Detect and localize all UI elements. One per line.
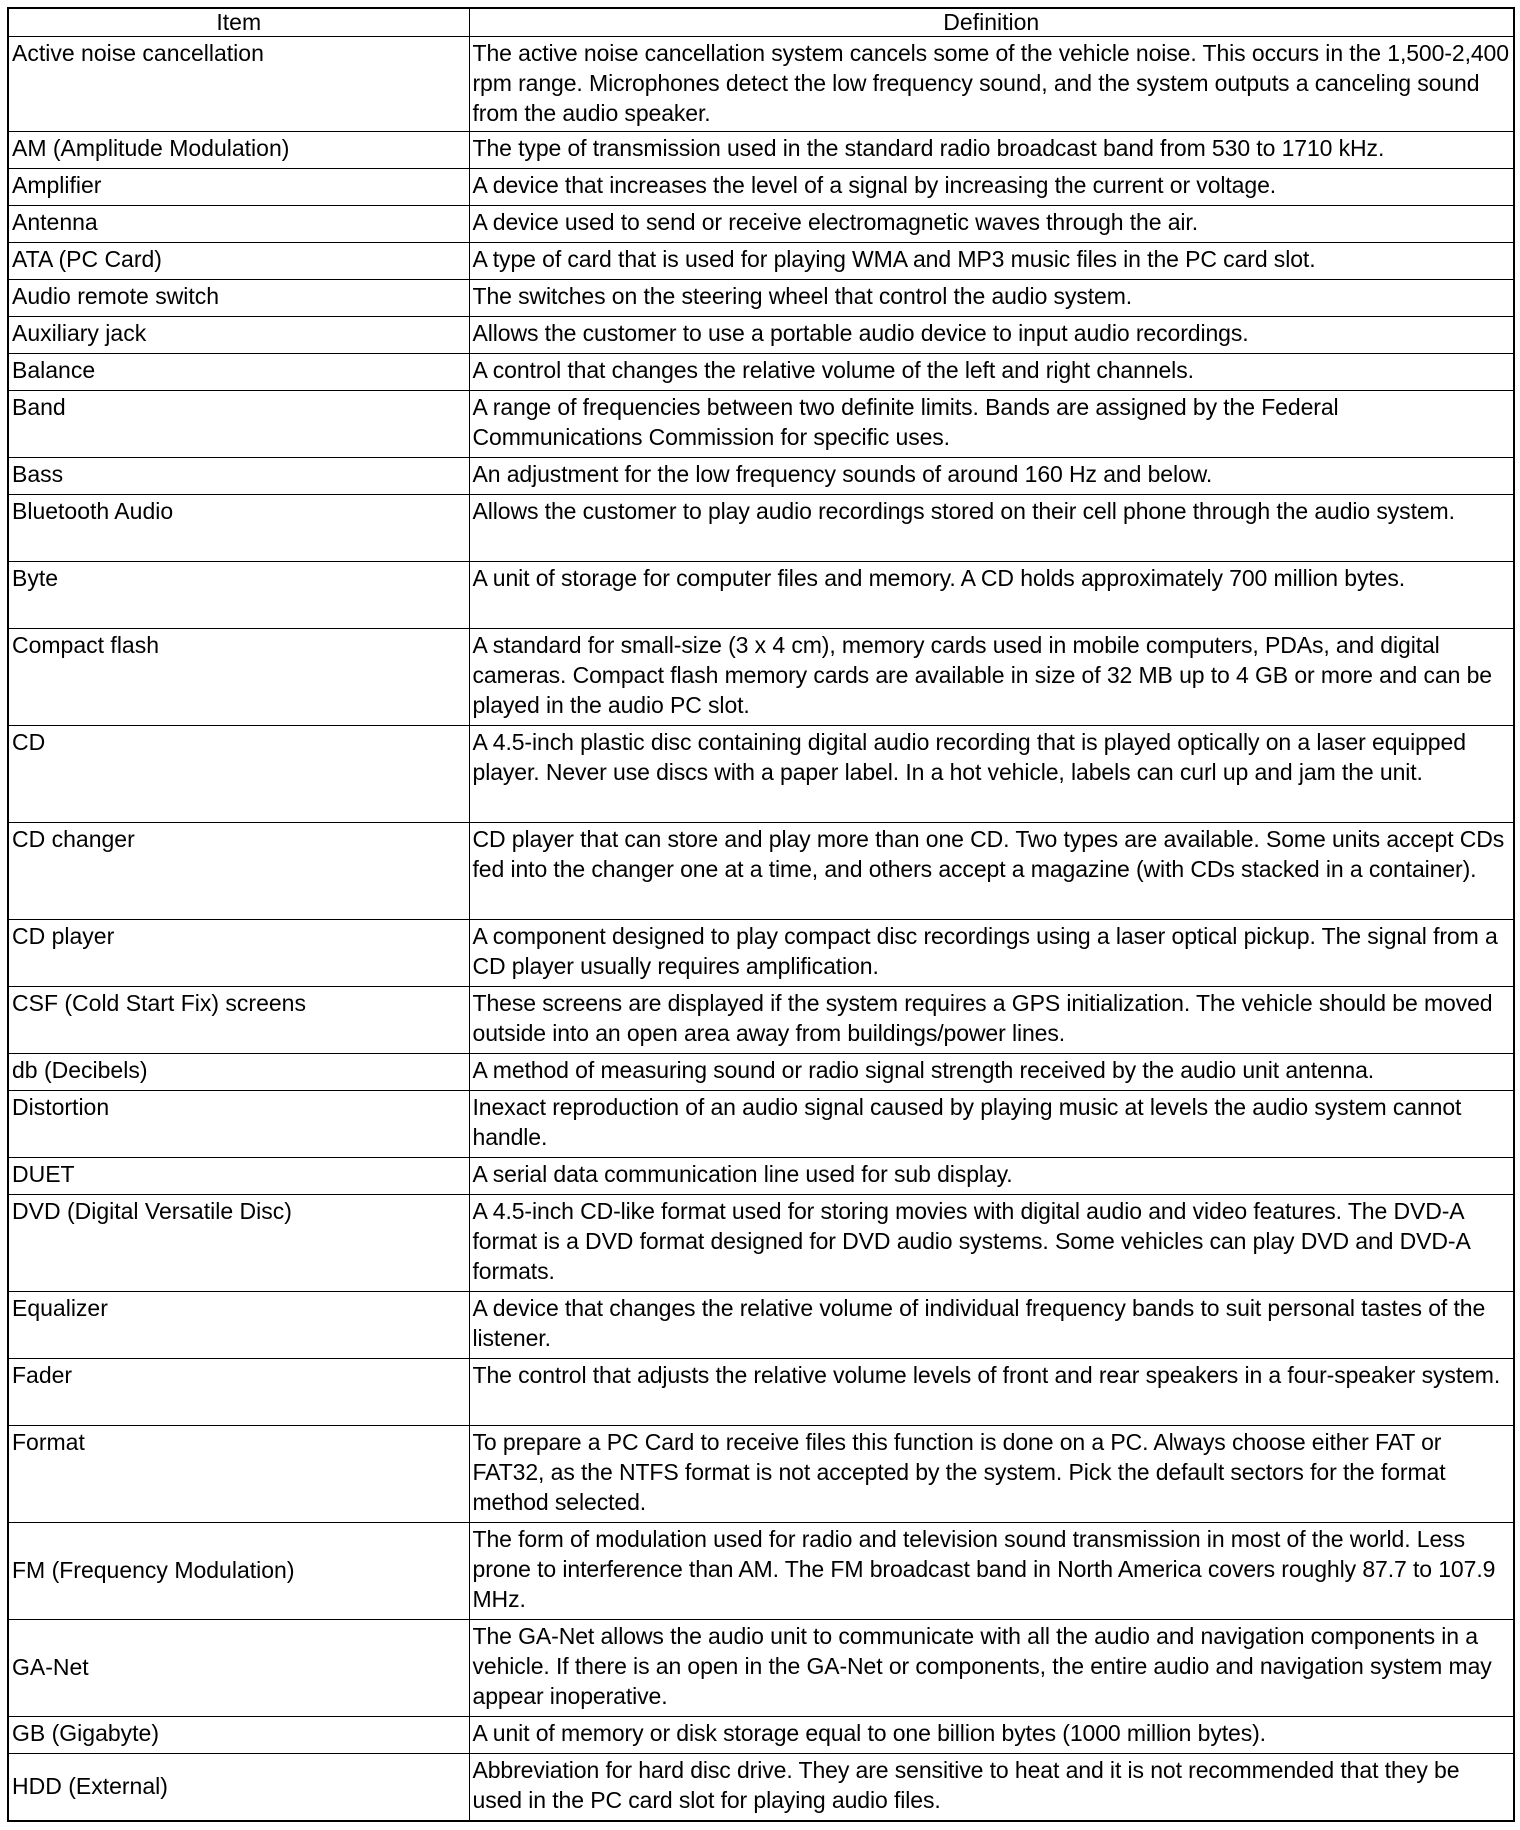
item-cell: Bluetooth Audio xyxy=(8,495,469,562)
definition-cell: A component designed to play compact disc recordings using a laser optical pickup. The signal from a CD player usually requires amplification. xyxy=(469,920,1514,987)
definition-cell: A unit of storage for computer files and memory. A CD holds approximately 700 million bytes. xyxy=(469,562,1514,629)
table-row xyxy=(8,1292,1514,1359)
table-row xyxy=(8,132,1514,169)
definition-cell: The GA-Net allows the audio unit to communicate with all the audio and navigation components in a vehicle. If there is an open in the GA-Net or components, the entire audio and navigation system may appear inoperative. xyxy=(469,1620,1514,1717)
definition-cell: Abbreviation for hard disc drive. They are sensitive to heat and it is not recommended that they be used in the PC card slot for playing audio files. xyxy=(469,1754,1514,1821)
item-cell: Format xyxy=(8,1426,469,1523)
item-cell: CSF (Cold Start Fix) screens xyxy=(8,987,469,1054)
table-row xyxy=(8,1523,1514,1620)
item-cell: CD player xyxy=(8,920,469,987)
table-row xyxy=(8,987,1514,1054)
item-cell: Active noise cancellation xyxy=(8,37,469,132)
table-row xyxy=(8,1091,1514,1158)
table-row xyxy=(8,920,1514,987)
table-row xyxy=(8,206,1514,243)
definition-cell: The switches on the steering wheel that control the audio system. xyxy=(469,280,1514,317)
item-cell: Fader xyxy=(8,1359,469,1426)
column-header-definition: Definition xyxy=(469,8,1514,37)
item-cell: AM (Amplitude Modulation) xyxy=(8,132,469,169)
table-row xyxy=(8,1158,1514,1195)
definition-cell: Inexact reproduction of an audio signal caused by playing music at levels the audio system cannot handle. xyxy=(469,1091,1514,1158)
definition-cell: The form of modulation used for radio and television sound transmission in most of the world. Less prone to interference than AM. The FM broadcast band in North America covers roughly 87.7 to 107.9 MHz. xyxy=(469,1523,1514,1620)
definition-cell: A standard for small-size (3 x 4 cm), memory cards used in mobile computers, PDAs, and digital cameras. Compact flash memory cards are available in size of 32 MB up to 4 GB or more and can be played in the audio PC slot. xyxy=(469,629,1514,726)
definition-cell: Allows the customer to use a portable audio device to input audio recordings. xyxy=(469,317,1514,354)
table-row xyxy=(8,243,1514,280)
item-cell: GA-Net xyxy=(8,1620,469,1717)
table-row xyxy=(8,1359,1514,1426)
item-cell: HDD (External) xyxy=(8,1754,469,1821)
definition-cell: The control that adjusts the relative volume levels of front and rear speakers in a four-speaker system. xyxy=(469,1359,1514,1426)
item-cell: Amplifier xyxy=(8,169,469,206)
definition-cell: Allows the customer to play audio recordings stored on their cell phone through the audio system. xyxy=(469,495,1514,562)
table-row xyxy=(8,458,1514,495)
item-cell: Equalizer xyxy=(8,1292,469,1359)
glossary-page xyxy=(7,7,1513,1822)
table-row xyxy=(8,354,1514,391)
item-cell: CD changer xyxy=(8,823,469,920)
item-cell: Balance xyxy=(8,354,469,391)
table-header-row xyxy=(8,8,1514,37)
table-row xyxy=(8,169,1514,206)
definition-cell: A 4.5-inch plastic disc containing digital audio recording that is played optically on a laser equipped player. Never use discs with a paper label. In a hot vehicle, labels can curl up and jam the unit. xyxy=(469,726,1514,823)
definition-cell: A control that changes the relative volume of the left and right channels. xyxy=(469,354,1514,391)
item-cell: Bass xyxy=(8,458,469,495)
table-row xyxy=(8,317,1514,354)
table-row xyxy=(8,495,1514,562)
table-row xyxy=(8,1054,1514,1091)
definition-cell: These screens are displayed if the system requires a GPS initialization. The vehicle should be moved outside into an open area away from buildings/power lines. xyxy=(469,987,1514,1054)
item-cell: Antenna xyxy=(8,206,469,243)
table-row xyxy=(8,1717,1514,1754)
definition-cell: The type of transmission used in the standard radio broadcast band from 530 to 1710 kHz. xyxy=(469,132,1514,169)
item-cell: ATA (PC Card) xyxy=(8,243,469,280)
definition-cell: To prepare a PC Card to receive files this function is done on a PC. Always choose either FAT or FAT32, as the NTFS format is not accepted by the system. Pick the default sectors for the format method selected. xyxy=(469,1426,1514,1523)
item-cell: GB (Gigabyte) xyxy=(8,1717,469,1754)
table-row xyxy=(8,726,1514,823)
table-row xyxy=(8,562,1514,629)
item-cell: Byte xyxy=(8,562,469,629)
item-cell: Auxiliary jack xyxy=(8,317,469,354)
definition-cell: A device used to send or receive electromagnetic waves through the air. xyxy=(469,206,1514,243)
definition-cell: A 4.5-inch CD-like format used for storing movies with digital audio and video features. The DVD-A format is a DVD format designed for DVD audio systems. Some vehicles can play DVD and DVD-A formats. xyxy=(469,1195,1514,1292)
item-cell: Compact flash xyxy=(8,629,469,726)
column-header-item: Item xyxy=(8,8,469,37)
item-cell: FM (Frequency Modulation) xyxy=(8,1523,469,1620)
item-cell: CD xyxy=(8,726,469,823)
definition-cell: A range of frequencies between two definite limits. Bands are assigned by the Federal Communications Commission for specific uses. xyxy=(469,391,1514,458)
glossary-table xyxy=(7,7,1515,1822)
definition-cell: CD player that can store and play more than one CD. Two types are available. Some units accept CDs fed into the changer one at a time, and others accept a magazine (with CDs stacked in a container). xyxy=(469,823,1514,920)
item-cell: Distortion xyxy=(8,1091,469,1158)
table-row xyxy=(8,37,1514,132)
definition-cell: A unit of memory or disk storage equal to one billion bytes (1000 million bytes). xyxy=(469,1717,1514,1754)
table-row xyxy=(8,1754,1514,1821)
definition-cell: An adjustment for the low frequency sounds of around 160 Hz and below. xyxy=(469,458,1514,495)
item-cell: Band xyxy=(8,391,469,458)
definition-cell: A device that changes the relative volume of individual frequency bands to suit personal tastes of the listener. xyxy=(469,1292,1514,1359)
definition-cell: A serial data communication line used for sub display. xyxy=(469,1158,1514,1195)
table-row xyxy=(8,629,1514,726)
item-cell: Audio remote switch xyxy=(8,280,469,317)
table-row xyxy=(8,391,1514,458)
item-cell: DUET xyxy=(8,1158,469,1195)
item-cell: db (Decibels) xyxy=(8,1054,469,1091)
table-row xyxy=(8,1426,1514,1523)
definition-cell: A method of measuring sound or radio signal strength received by the audio unit antenna. xyxy=(469,1054,1514,1091)
item-cell: DVD (Digital Versatile Disc) xyxy=(8,1195,469,1292)
definition-cell: A type of card that is used for playing WMA and MP3 music files in the PC card slot. xyxy=(469,243,1514,280)
definition-cell: A device that increases the level of a signal by increasing the current or voltage. xyxy=(469,169,1514,206)
glossary-table-body xyxy=(8,37,1514,1821)
definition-cell: The active noise cancellation system cancels some of the vehicle noise. This occurs in the 1,500-2,400 rpm range. Microphones detect the low frequency sound, and the system outputs a canceling sound from the audio speaker. xyxy=(469,37,1514,132)
table-row xyxy=(8,1620,1514,1717)
table-row xyxy=(8,280,1514,317)
table-row xyxy=(8,823,1514,920)
table-row xyxy=(8,1195,1514,1292)
